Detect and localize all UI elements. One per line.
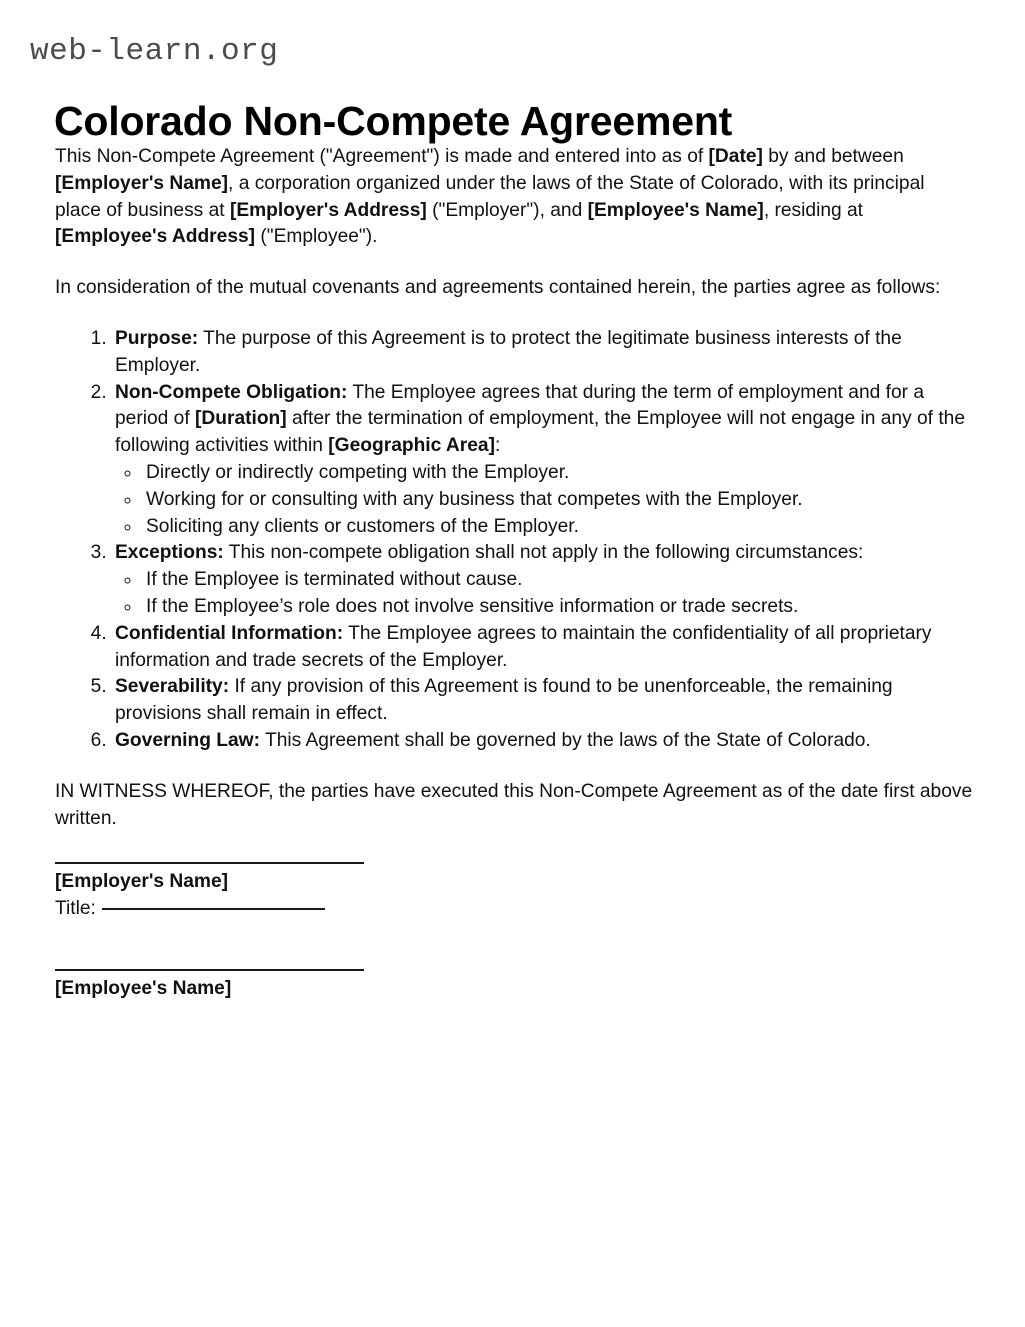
list-item: ◦ Working for or consulting with any business that competes with the Employer. [142,487,973,514]
consideration-paragraph: In consideration of the mutual covenants and agreements contained herein, the parties agree as follows: [55,277,941,299]
employee-address-placeholder: [Employee's Address] [55,226,256,248]
intro-text-4: ("Employer"), and [426,199,588,221]
witness-paragraph: IN WITNESS WHEREOF, the parties have executed this Non-Compete Agreement as of the date first above written. [55,780,973,829]
employer-title-row [55,895,973,923]
intro-text-2: by and between [762,146,904,167]
list-item: ◦ If the Employee is terminated without cause. [142,567,973,594]
intro-paragraph [55,144,973,251]
non-compete-activity-list [115,460,973,540]
clause-item-purpose [112,326,973,380]
employer-title-line [102,908,325,910]
employee-name-placeholder: [Employee's Name] [587,199,764,221]
clause-heading: Purpose: [115,327,199,349]
clause-text: This Agreement shall be governed by the laws of the State of Colorado. [259,729,871,751]
date-placeholder: [Date] [708,146,763,167]
clause-heading: Non-Compete Obligation: [115,381,348,403]
clause-item-non-compete-obligation [112,380,973,541]
clause-item-confidential-information [112,621,973,675]
employer-name-placeholder: [Employer's Name] [55,172,229,194]
clause-item-governing-law [112,728,973,755]
clause-item-exceptions [112,540,973,620]
list-item: ◦ Directly or indirectly competing with the Employer. [142,460,973,487]
clause-text: If any provision of this Agreement is found to be unenforceable, the remaining provisions shall remain in effect. [115,676,893,725]
intro-text-3: , a corporation organized under the laws of the State of Colorado, with its principal place of business at [55,172,925,221]
site-watermark: web-learn.org [30,34,279,69]
employee-signature-line [55,969,364,971]
clause-text: This non-compete obligation shall not apply in the following circumstances: [223,542,864,564]
signature-spacer [55,923,973,969]
intro-text-1: This Non-Compete Agreement ("Agreement") is made and entered into as of [55,146,709,167]
employee-name-label: [Employee's Name] [55,978,232,1000]
document-body [55,144,973,1002]
list-item: ◦ If the Employee’s role does not involve sensitive information or trade secrets. [142,594,973,621]
clause-item-severability [112,674,973,728]
employer-address-placeholder: [Employer's Address] [229,199,427,221]
page-title: Colorado Non-Compete Agreement [54,98,733,145]
geographic-area-placeholder: [Geographic Area] [328,435,495,457]
clause-text-b: after the termination of employment, the Employee will not engage in any of the following activities within [115,408,966,457]
employer-signature-line [55,862,364,864]
exception-list [115,567,973,621]
duration-placeholder: [Duration] [195,408,287,430]
clause-heading: Exceptions: [115,542,224,564]
signature-block [55,862,973,1002]
clause-heading: Confidential Information: [115,622,344,644]
list-item: ◦ Soliciting any clients or customers of the Employer. [142,514,973,541]
intro-text-6: ("Employee"). [255,226,378,248]
intro-text-5: , residing at [763,199,864,221]
clause-text: The purpose of this Agreement is to protect the legitimate business interests of the Employer. [115,327,902,376]
clause-text-c: : [494,435,501,457]
clause-text-a: The Employee agrees that during the term of employment and for a period of [115,381,925,430]
clause-text: The Employee agrees to maintain the confidentiality of all proprietary information and trade secrets of the Employer. [115,622,932,671]
employer-name-label: [Employer's Name] [55,871,229,893]
title-label: Title: [55,898,96,920]
clause-list [55,326,973,755]
clause-heading: Severability: [115,676,230,698]
clause-heading: Governing Law: [115,729,260,751]
